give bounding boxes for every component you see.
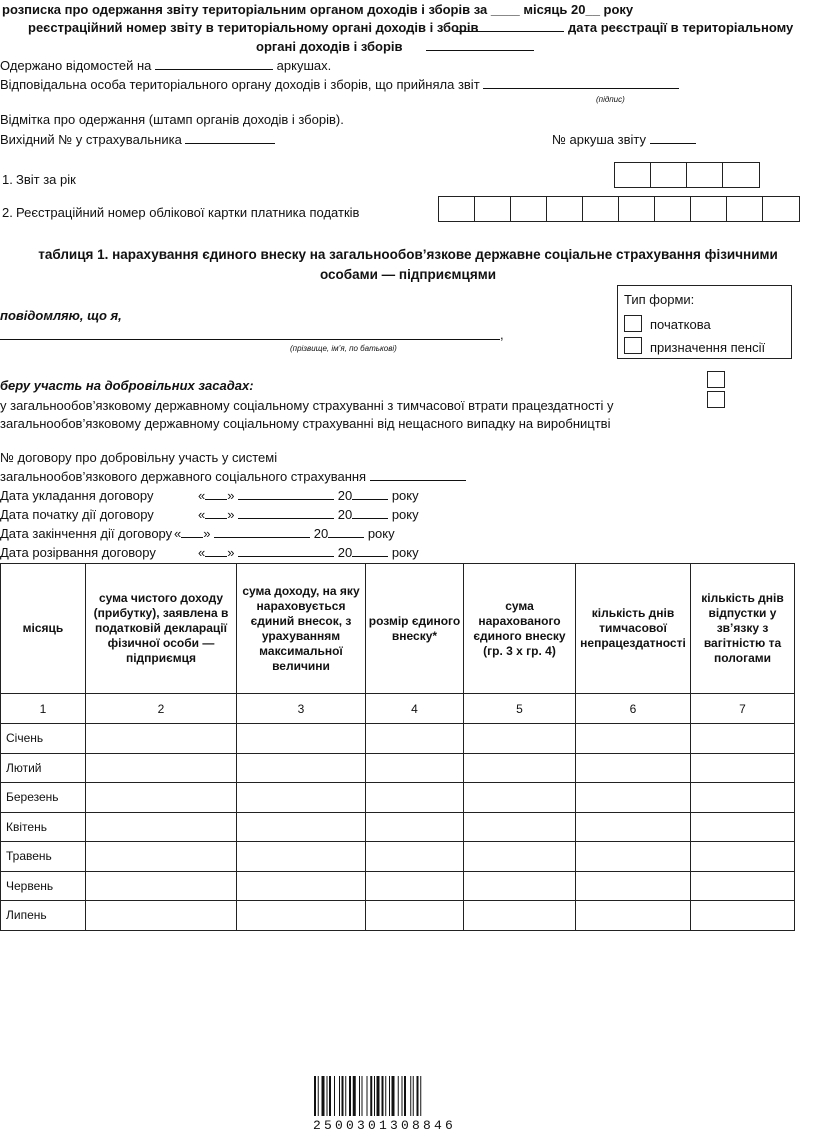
contract-date-start: Дата початку дії договору « » 20 року	[0, 507, 419, 522]
full-name-note: (прізвище, ім’я, по батькові)	[290, 344, 397, 353]
month-cell: Липень	[1, 901, 86, 931]
table-title-line2: особами — підприємцями	[319, 267, 497, 282]
contract-date-end: Дата закінчення дії договору « » 20 року	[0, 526, 395, 541]
contract-date-label: Дата закінчення дії договору	[0, 526, 173, 541]
month-field[interactable]	[238, 545, 334, 557]
barcode-icon	[314, 1076, 462, 1122]
data-cell[interactable]	[464, 842, 576, 872]
signature-note: (підпис)	[596, 95, 625, 104]
form-type-initial-label: початкова	[650, 317, 711, 332]
registration-date-field[interactable]	[426, 39, 534, 51]
data-cell[interactable]	[576, 724, 691, 754]
data-cell[interactable]	[576, 753, 691, 783]
full-name-comma: ,	[500, 327, 504, 342]
day-field[interactable]	[181, 526, 203, 538]
accident-insurance-label: загальнообов’язковому державному соціальному страхуванні від нещасного випадку на виробництві	[0, 416, 611, 431]
header-contribution-sum: сума нарахованого єдиного внеску (гр. 3 х гр. 4)	[464, 564, 576, 694]
data-cell[interactable]	[237, 753, 366, 783]
accident-insurance-checkbox[interactable]	[707, 391, 725, 408]
month-cell: Травень	[1, 842, 86, 872]
data-cell[interactable]	[86, 812, 237, 842]
year-field[interactable]	[352, 545, 388, 557]
form-type-initial-checkbox[interactable]	[624, 315, 642, 332]
data-cell[interactable]	[366, 812, 464, 842]
month-cell: Лютий	[1, 753, 86, 783]
data-cell[interactable]	[464, 783, 576, 813]
responsible-signature-field[interactable]	[483, 77, 679, 89]
sheet-number-label: № аркуша звіту	[552, 132, 646, 147]
year-field[interactable]	[352, 488, 388, 500]
month-cell: Червень	[1, 871, 86, 901]
data-cell[interactable]	[464, 871, 576, 901]
contract-date-label: Дата початку дії договору	[0, 507, 154, 522]
contract-number-line	[0, 469, 466, 484]
full-name-field[interactable]	[0, 328, 500, 340]
data-cell[interactable]	[237, 724, 366, 754]
data-cell[interactable]	[464, 724, 576, 754]
table-row	[1, 842, 795, 872]
form-type-pension-label: призначення пенсії	[650, 340, 766, 355]
header-disability-days: кількість днів тимчасової непрацездатності	[576, 564, 691, 694]
column-number: 2	[86, 694, 237, 724]
data-cell[interactable]	[691, 901, 795, 931]
table-row	[1, 901, 795, 931]
contract-date-label: Дата укладання договору	[0, 488, 154, 503]
data-cell[interactable]	[366, 753, 464, 783]
month-field[interactable]	[238, 488, 334, 500]
contract-date-termination: Дата розірвання договору « » 20 року	[0, 545, 419, 560]
data-cell[interactable]	[86, 783, 237, 813]
responsible-label: Відповідальна особа територіального органу доходів і зборів, що прийняла звіт	[0, 77, 480, 92]
form-type-box	[617, 285, 792, 359]
contribution-table	[0, 563, 795, 931]
year-field[interactable]	[352, 507, 388, 519]
table-row	[1, 724, 795, 754]
received-sheets-field[interactable]	[155, 58, 273, 70]
contract-date-label: Дата розірвання договору	[0, 545, 156, 560]
received-label-end: аркушах.	[276, 58, 332, 73]
contract-date-conclusion: Дата укладання договору « » 20 року	[0, 488, 419, 503]
data-cell[interactable]	[576, 783, 691, 813]
data-cell[interactable]	[576, 901, 691, 931]
temporary-disability-label: у загальнообов’язковому державному соціальному страхуванні з тимчасової втрати працездатності у	[0, 398, 614, 413]
header-contribution-rate: розмір єдиного внеску*	[366, 564, 464, 694]
receipt-title: розписка про одержання звіту територіальним органом доходів і зборів за ____ місяць 20__ року	[2, 2, 634, 17]
column-number: 7	[691, 694, 795, 724]
column-number: 4	[366, 694, 464, 724]
data-cell[interactable]	[691, 871, 795, 901]
data-cell[interactable]	[366, 871, 464, 901]
table-row	[1, 812, 795, 842]
month-cell: Березень	[1, 783, 86, 813]
outgoing-label: Вихідний № у страхувальника	[0, 132, 182, 147]
column-numbers-row	[1, 694, 795, 724]
data-cell[interactable]	[366, 783, 464, 813]
day-field[interactable]	[205, 507, 227, 519]
data-cell[interactable]	[366, 724, 464, 754]
data-cell[interactable]	[237, 842, 366, 872]
table-row	[1, 871, 795, 901]
registration-number-field[interactable]	[456, 20, 564, 32]
data-cell[interactable]	[86, 724, 237, 754]
data-cell[interactable]	[366, 901, 464, 931]
data-cell[interactable]	[576, 842, 691, 872]
column-number: 5	[464, 694, 576, 724]
data-cell[interactable]	[237, 901, 366, 931]
voluntary-participation-label: беру участь на добровільних засадах:	[0, 378, 254, 393]
field-1-number: 1.	[2, 172, 13, 187]
sheet-number-line	[552, 132, 696, 147]
form-type-title: Тип форми:	[624, 292, 695, 307]
data-cell[interactable]	[691, 842, 795, 872]
data-cell[interactable]	[237, 812, 366, 842]
sheet-number-field[interactable]	[650, 132, 696, 144]
data-cell[interactable]	[576, 871, 691, 901]
day-field[interactable]	[205, 488, 227, 500]
month-field[interactable]	[238, 507, 334, 519]
responsible-person-line	[0, 77, 679, 92]
data-cell[interactable]	[237, 871, 366, 901]
report-year-cells[interactable]	[614, 162, 760, 188]
field-1-label: Звіт за рік	[16, 172, 76, 187]
notify-label: повідомляю, що я,	[0, 308, 122, 323]
table-row	[1, 783, 795, 813]
outgoing-number-field[interactable]	[185, 132, 275, 144]
data-cell[interactable]	[691, 812, 795, 842]
temporary-disability-checkbox[interactable]	[707, 371, 725, 388]
outgoing-number-line	[0, 132, 275, 147]
contract-number-field[interactable]	[370, 469, 466, 481]
month-cell: Січень	[1, 724, 86, 754]
data-cell[interactable]	[691, 753, 795, 783]
registration-date-label-cont: органі доходів і зборів	[256, 39, 403, 54]
barcode-digits: 2500301308846	[313, 1118, 457, 1133]
field-2-number: 2.	[2, 205, 13, 220]
table-row	[1, 753, 795, 783]
data-cell[interactable]	[464, 812, 576, 842]
month-cell: Квітень	[1, 812, 86, 842]
registration-date-label: дата реєстрації в територіальному	[568, 20, 794, 35]
month-field[interactable]	[214, 526, 310, 538]
header-net-income: сума чистого доходу (прибутку), заявлена в податковій декларації фізичної особи — підприємця	[86, 564, 237, 694]
contract-number-label-cont: загальнообов’язкового державного соціального страхування	[0, 469, 367, 484]
data-cell[interactable]	[691, 724, 795, 754]
received-label: Одержано відомостей на	[0, 58, 152, 73]
data-cell[interactable]	[86, 871, 237, 901]
taxpayer-id-cells[interactable]	[438, 196, 800, 222]
header-maternity-days: кількість днів відпустки у зв’язку з вагітністю та пологами	[691, 564, 795, 694]
data-cell[interactable]	[86, 753, 237, 783]
data-cell[interactable]	[691, 783, 795, 813]
data-cell[interactable]	[464, 901, 576, 931]
data-cell[interactable]	[86, 901, 237, 931]
form-type-pension-checkbox[interactable]	[624, 337, 642, 354]
column-number: 1	[1, 694, 86, 724]
table-title-line1: таблиця 1. нарахування єдиного внеску на загальнообов’язкове державне соціальне страхування фізичними	[38, 247, 778, 262]
stamp-note: Відмітка про одержання (штамп органів доходів і зборів).	[0, 112, 344, 127]
day-field[interactable]	[205, 545, 227, 557]
header-taxable-income: сума доходу, на яку нараховується єдиний внесок, з урахуванням максимальної величини	[237, 564, 366, 694]
data-cell[interactable]	[464, 753, 576, 783]
registration-number-label: реєстраційний номер звіту в територіальному органі доходів і зборів	[28, 20, 479, 35]
received-sheets-line	[0, 58, 331, 73]
header-month: місяць	[1, 564, 86, 694]
data-cell[interactable]	[86, 842, 237, 872]
year-field[interactable]	[328, 526, 364, 538]
column-number: 3	[237, 694, 366, 724]
column-number: 6	[576, 694, 691, 724]
field-2-label: Реєстраційний номер облікової картки платника податків	[16, 205, 360, 220]
data-cell[interactable]	[366, 842, 464, 872]
contract-number-label: № договору про добровільну участь у системі	[0, 450, 278, 465]
data-cell[interactable]	[576, 812, 691, 842]
data-cell[interactable]	[237, 783, 366, 813]
